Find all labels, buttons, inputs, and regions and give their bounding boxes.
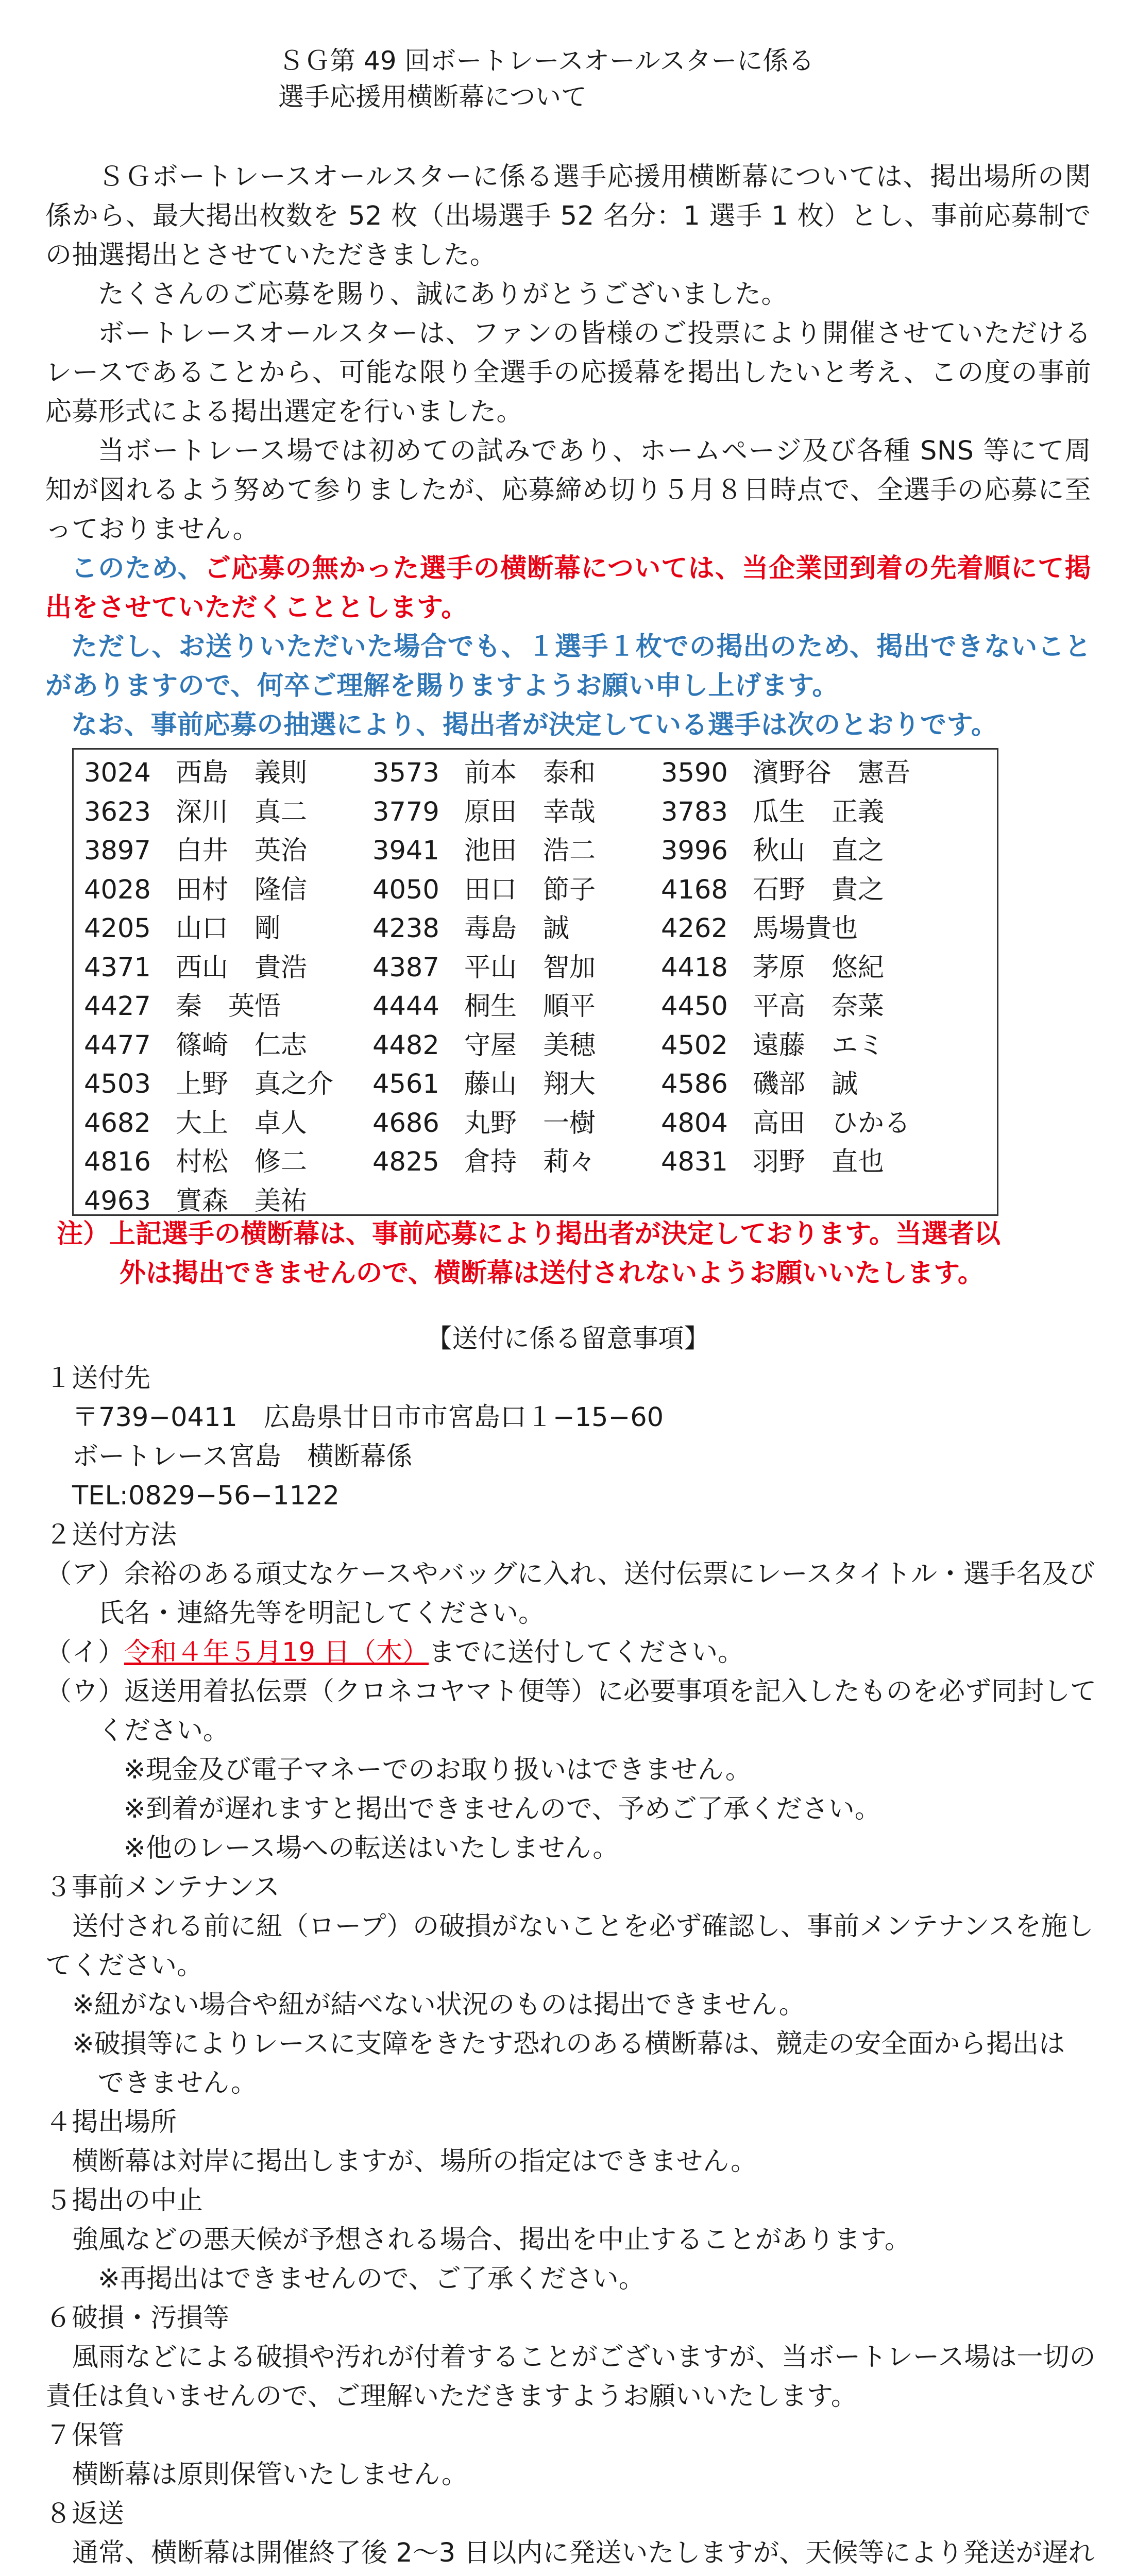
player-number: 4168 — [661, 874, 728, 905]
player-number: 4561 — [372, 1069, 439, 1099]
player-number: 4205 — [84, 913, 151, 944]
notice-red-text: ご応募の無かった選手の横断幕については、当企業団到着の先着順にて掲出をさせていただくこととします。 — [45, 553, 1091, 623]
player-number: 4427 — [84, 991, 151, 1022]
player-name: 倉持 莉々 — [464, 1147, 596, 1177]
intro-paragraph-2: たくさんのご応募を賜り、誠にありがとうございました。 — [98, 279, 788, 310]
notice-paragraph-1 — [45, 549, 1091, 628]
player-name: 羽野 直也 — [753, 1147, 885, 1177]
player-name: 桐生 順平 — [464, 991, 596, 1022]
player-name: 茅原 悠紀 — [753, 952, 885, 983]
player-name: 上野 真之介 — [176, 1069, 334, 1099]
s1-heading: １送付先 — [45, 1363, 151, 1394]
player-number: 3573 — [372, 758, 439, 788]
s2-note-1: ※現金及び電子マネーでのお取り扱いはできません。 — [124, 1755, 752, 1785]
s2-item-i-prefix: （イ） — [45, 1637, 125, 1668]
player-name: 石野 貴之 — [753, 874, 885, 905]
player-table-row — [74, 1026, 997, 1065]
player-name: 藤山 翔大 — [464, 1069, 596, 1099]
section-heading: 【送付に係る留意事項】 — [426, 1324, 710, 1353]
notice-paragraph-2: ただし、お送りいただいた場合でも、１選手１枚での掲出のため、掲出できないことがありますので、何卒ご理解を賜りますようお願い申し上げます。 — [45, 632, 1091, 701]
player-number: 3779 — [372, 796, 439, 827]
s8-heading: ８返送 — [45, 2499, 125, 2529]
notice-prefix: このため、 — [71, 553, 205, 584]
s3-note-2a: ※破損等によりレースに支障をきたす恐れのある横断幕は、競走の安全面から掲出は — [72, 2029, 1065, 2059]
player-name: 平山 智加 — [464, 952, 596, 983]
s1-recipient: ボートレース宮島 横断幕係 — [72, 1442, 413, 1472]
s3-line-1: 送付される前に紐（ロープ）の破損がないことを必ず確認し、事前メンテナンスを施し — [72, 1911, 1094, 1942]
player-table-row — [74, 754, 997, 793]
s7-heading: ７保管 — [45, 2420, 125, 2451]
player-number: 4825 — [372, 1147, 439, 1177]
player-table-row — [74, 1065, 997, 1104]
player-name: 丸野 一樹 — [464, 1108, 596, 1139]
s3-note-1: ※紐がない場合や紐が結べない状況のものは掲出できません。 — [72, 1990, 805, 2020]
player-name: 馬場貴也 — [753, 913, 858, 944]
player-number: 3996 — [661, 836, 728, 866]
s2-item-i-suffix: までに送付してください。 — [429, 1637, 744, 1668]
player-table-row — [74, 793, 997, 832]
player-name: 守屋 美穂 — [464, 1030, 596, 1061]
player-number: 4262 — [661, 913, 728, 944]
s4-line-1: 横断幕は対岸に掲出しますが、場所の指定はできません。 — [72, 2146, 757, 2177]
player-name: 白井 英治 — [176, 836, 308, 866]
s6-heading: ６破損・汚損等 — [45, 2303, 230, 2333]
s3-line-2: てください。 — [45, 1951, 204, 1981]
player-number: 4963 — [84, 1185, 151, 1216]
player-number: 4450 — [661, 991, 728, 1022]
intro-paragraph-1: ＳＧボートレースオールスターに係る選手応援用横断幕については、掲出場所の関係から、最大掲出枚数を 52 枚（出場選手 52 名分：1 選手 1 枚）とし、事前応募制での抽選掲出とさせていただきました。 — [45, 162, 1091, 270]
player-name: 平高 奈菜 — [753, 991, 885, 1022]
s3-note-2b: できません。 — [98, 2068, 258, 2098]
player-number: 4050 — [372, 874, 439, 905]
title-line-2: 選手応援用横断幕について — [278, 82, 587, 112]
player-table-row — [74, 987, 997, 1026]
player-name: 村松 修二 — [176, 1147, 308, 1177]
s5-line-1: 強風などの悪天候が予想される場合、掲出を中止することがあります。 — [72, 2225, 911, 2255]
s5-heading: ５掲出の中止 — [45, 2185, 204, 2216]
s2-item-u-line-1: （ウ）返送用着払伝票（クロネコヤマト便等）に必要事項を記入したものを必ず同封して — [45, 1676, 1097, 1707]
player-name: 大上 卓人 — [176, 1108, 308, 1139]
s6-line-2: 責任は負いませんので、ご理解いただきますようお願いいたします。 — [45, 2381, 857, 2412]
player-name: 原田 幸哉 — [464, 796, 596, 827]
player-number: 4686 — [372, 1108, 439, 1139]
player-number: 3024 — [84, 758, 151, 788]
player-table-row — [74, 909, 997, 948]
player-number: 4444 — [372, 991, 439, 1022]
s7-line-1: 横断幕は原則保管いたしません。 — [72, 2460, 468, 2490]
player-name: 遠藤 エミ — [753, 1030, 885, 1061]
title-line-1: ＳＧ第 49 回ボートレースオールスターに係る — [278, 46, 815, 76]
player-name: 秋山 直之 — [753, 836, 885, 866]
player-number: 4477 — [84, 1030, 151, 1061]
player-name: 前本 泰和 — [464, 758, 596, 788]
player-number: 3941 — [372, 836, 439, 866]
note-line-2: 外は掲出できませんので、横断幕は送付されないようお願いいたします。 — [120, 1258, 984, 1289]
s2-item-u-line-2: ください。 — [98, 1716, 230, 1746]
s8-line-2 — [45, 2573, 597, 2576]
s4-heading: ４掲出場所 — [45, 2107, 177, 2138]
player-name: 田村 隆信 — [176, 874, 308, 905]
player-number: 3623 — [84, 796, 151, 827]
intro-paragraph-3: ボートレースオールスターは、ファンの皆様のご投票により開催させていただけるレースであることから、可能な限り全選手の応援幕を掲出したいと考え、この度の事前応募形式による掲出選定を行いました。 — [45, 318, 1091, 427]
player-table-row — [74, 871, 997, 910]
s2-item-i — [45, 1633, 744, 1672]
player-name: 西山 貴浩 — [176, 952, 308, 983]
s2-item-a-line-2: 氏名・連絡先等を明記してください。 — [98, 1598, 545, 1629]
player-name: 濱野谷 憲吾 — [753, 758, 911, 788]
player-name: 磯部 誠 — [753, 1069, 858, 1099]
player-number: 4831 — [661, 1147, 728, 1177]
s2-note-3: ※他のレース場への転送はいたしません。 — [124, 1833, 619, 1863]
player-number: 4387 — [372, 952, 439, 983]
player-number: 3590 — [661, 758, 728, 788]
player-table — [72, 748, 998, 1216]
intro-paragraph-4: 当ボートレース場では初めての試みであり、ホームページ及び各種 SNS 等にて周知が図れるよう努めて参りましたが、応募締め切り５月８日時点で、全選手の応募に至っておりません。 — [45, 436, 1091, 545]
notice-paragraph-3: なお、事前応募の抽選により、掲出者が決定している選手は次のとおりです。 — [71, 710, 998, 740]
player-number: 4682 — [84, 1108, 151, 1139]
s3-heading: ３事前メンテナンス — [45, 1872, 280, 1903]
player-number: 4418 — [661, 952, 728, 983]
player-table-row — [74, 1143, 997, 1182]
player-number: 4503 — [84, 1069, 151, 1099]
player-name: 田口 節子 — [464, 874, 596, 905]
s1-address: 〒739−0411 広島県廿日市市宮島口１−15−60 — [72, 1402, 664, 1433]
player-name: 瓜生 正義 — [753, 796, 885, 827]
s2-note-2: ※到着が遅れますと掲出できませんので、予めご了承ください。 — [124, 1794, 881, 1824]
player-name: 秦 英悟 — [176, 991, 281, 1022]
s2-heading: ２送付方法 — [45, 1520, 177, 1550]
s5-note-1: ※再掲出はできませんので、ご了承ください。 — [98, 2264, 645, 2294]
player-name: 西島 義則 — [176, 758, 308, 788]
player-name: 實森 美祐 — [176, 1185, 308, 1216]
player-number: 4816 — [84, 1147, 151, 1177]
s2-item-a-line-1: （ア）余裕のある頑丈なケースやバッグに入れ、送付伝票にレースタイトル・選手名及び — [45, 1559, 1095, 1589]
player-number: 4238 — [372, 913, 439, 944]
player-table-row — [74, 832, 997, 871]
s8-line-1: 通常、横断幕は開催終了後 2〜3 日以内に発送いたしますが、天候等により発送が遅れ — [72, 2538, 1095, 2568]
player-number: 4028 — [84, 874, 151, 905]
player-number: 4804 — [661, 1108, 728, 1139]
player-table-row — [74, 948, 997, 988]
s6-line-1: 風雨などによる破損や汚れが付着することがございますが、当ボートレース場は一切の — [72, 2342, 1096, 2372]
s2-deadline-date: 令和４年５月19 日（木） — [124, 1637, 429, 1668]
player-name: 毒島 誠 — [464, 913, 570, 944]
player-name: 高田 ひかる — [753, 1108, 911, 1139]
player-name: 池田 浩二 — [464, 836, 596, 866]
player-name: 篠崎 仁志 — [176, 1030, 308, 1061]
player-name: 山口 剛 — [176, 913, 281, 944]
player-number: 4586 — [661, 1069, 728, 1099]
player-number: 3783 — [661, 796, 728, 827]
player-table-row — [74, 1104, 997, 1143]
player-name: 深川 真二 — [176, 796, 308, 827]
player-number: 4371 — [84, 952, 151, 983]
note-line-1: 注）上記選手の横断幕は、事前応募により掲出者が決定しております。当選者以 — [57, 1219, 1001, 1249]
player-number: 3897 — [84, 836, 151, 866]
player-number: 4482 — [372, 1030, 439, 1061]
s1-phone: TEL:0829−56−1122 — [72, 1481, 340, 1511]
player-number: 4502 — [661, 1030, 728, 1061]
